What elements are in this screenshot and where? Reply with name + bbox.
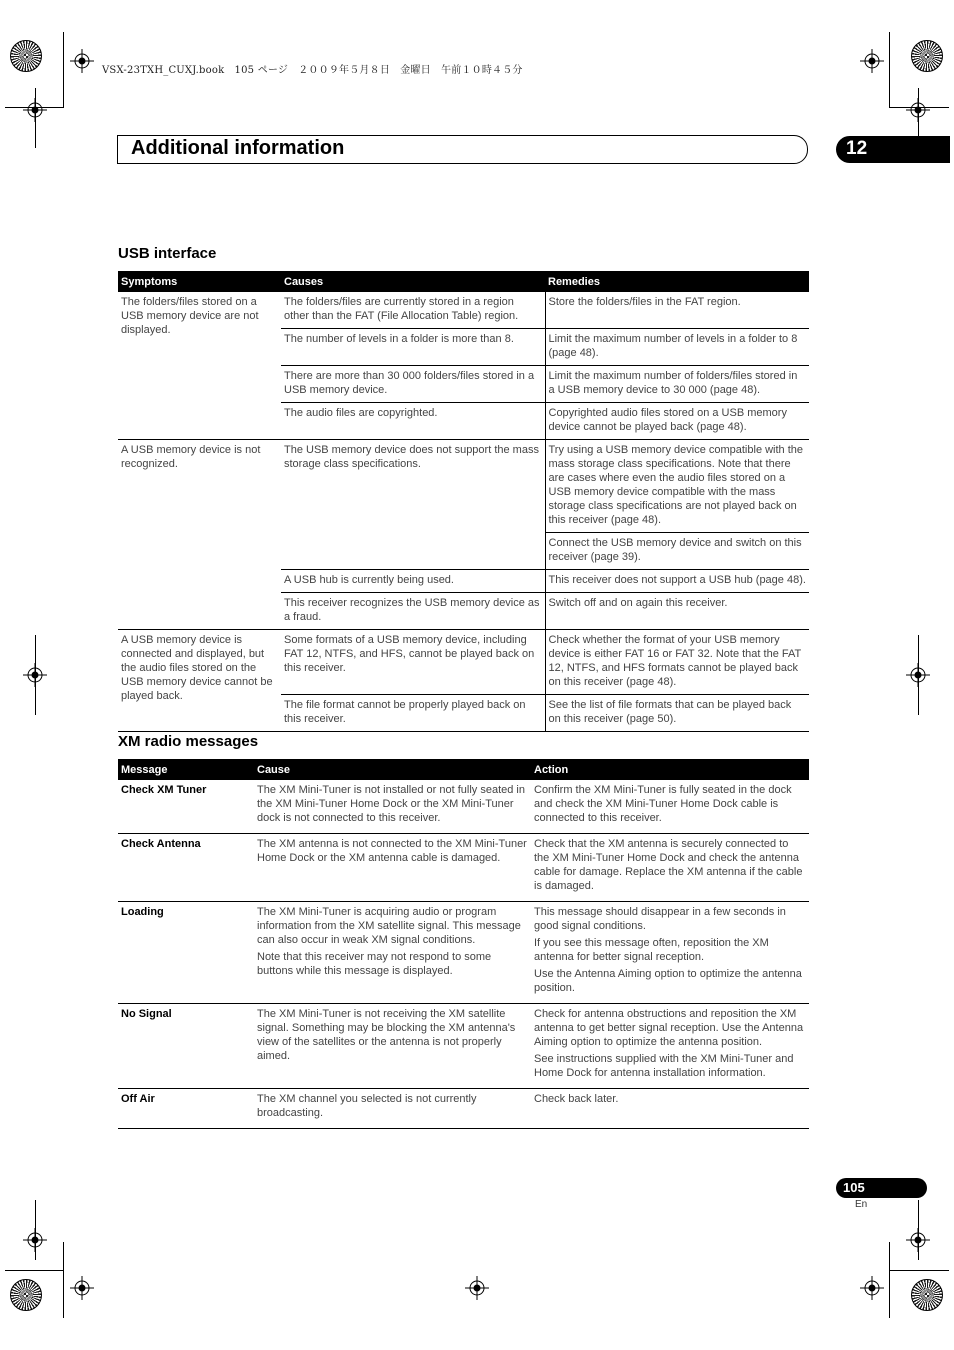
action-text: See instructions supplied with the XM Mini-Tuner and Home Dock for antenna installation information. bbox=[534, 1053, 794, 1079]
cause-text: The XM Mini-Tuner is acquiring audio or program information from the XM satellite signal. This message can also occur in weak XM signal conditions. bbox=[257, 906, 521, 946]
symptom-cell: The folders/files stored on a USB memory device are not displayed. bbox=[118, 292, 281, 440]
cause-cell bbox=[254, 780, 531, 834]
column-header-remedies: Remedies bbox=[545, 271, 809, 292]
action-text: Check for antenna obstructions and reposition the XM antenna to get better signal reception. Use the Antenna Aiming option to optimize the antenna position. bbox=[534, 1008, 804, 1048]
cause-cell bbox=[254, 1089, 531, 1129]
remedy-cell: Copyrighted audio files stored on a USB memory device cannot be played back (page 48). bbox=[545, 403, 809, 440]
cause-cell: There are more than 30 000 folders/files stored in a USB memory device. bbox=[281, 366, 545, 403]
language-code: En bbox=[855, 1199, 868, 1210]
message-cell: No Signal bbox=[118, 1004, 254, 1089]
book-file-line: VSX-23TXH_CUXJ.book 105 ページ ２００９年５月８日 金曜日 午前１０時４５分 bbox=[102, 65, 523, 76]
action-text: Confirm the XM Mini-Tuner is fully seated in the dock and check the XM Mini-Tuner Home Dock cable is connected to this receiver. bbox=[534, 784, 792, 824]
symptom-cell: A USB memory device is not recognized. bbox=[118, 440, 281, 630]
remedy-cell: Connect the USB memory device and switch on this receiver (page 39). bbox=[545, 533, 809, 570]
remedy-cell: See the list of file formats that can be played back on this receiver (page 50). bbox=[545, 695, 809, 732]
remedy-cell: Try using a USB memory device compatible with the mass storage class specifications. Note that there are cases where even the audio files stored on a USB memory device compatible with the mass storage class specifications are not played back on this receiver (page 48). bbox=[545, 440, 809, 533]
table-row bbox=[118, 902, 809, 1004]
registration-rosette bbox=[911, 1279, 943, 1311]
table-row bbox=[118, 292, 809, 329]
page-title: Additional information bbox=[131, 137, 345, 159]
cause-text: The XM Mini-Tuner is not receiving the XM satellite signal. Something may be blocking the XM antenna's view of the satellites or the antenna is not properly aimed. bbox=[257, 1008, 516, 1062]
column-header-cause: Cause bbox=[254, 759, 531, 780]
remedy-cell: Store the folders/files in the FAT region. bbox=[545, 292, 809, 329]
action-cell bbox=[531, 834, 809, 902]
xm-section-title: XM radio messages bbox=[118, 733, 259, 750]
column-header-symptoms: Symptoms bbox=[118, 271, 281, 292]
cause-cell: A USB hub is currently being used. bbox=[281, 570, 545, 593]
remedy-cell: Limit the maximum number of levels in a folder to 8 (page 48). bbox=[545, 329, 809, 366]
table-header-row bbox=[118, 759, 809, 780]
message-cell: Loading bbox=[118, 902, 254, 1004]
registration-target-icon bbox=[906, 663, 930, 687]
action-cell bbox=[531, 1089, 809, 1129]
registration-target-icon bbox=[23, 663, 47, 687]
table-row bbox=[118, 1089, 809, 1129]
column-header-causes: Causes bbox=[281, 271, 545, 292]
cause-cell: The USB memory device does not support the mass storage class specifications. bbox=[281, 440, 545, 570]
remedy-cell: Check whether the format of your USB memory device is either FAT 16 or FAT 32. Note that the FAT 12, NTFS, and HFS formats cannot be played back on this receiver (page 48). bbox=[545, 630, 809, 695]
message-cell: Check XM Tuner bbox=[118, 780, 254, 834]
registration-rosette bbox=[911, 40, 943, 72]
cause-cell bbox=[254, 834, 531, 902]
cause-cell: The number of levels in a folder is more than 8. bbox=[281, 329, 545, 366]
remedy-cell: Limit the maximum number of folders/files stored in a USB memory device to 30 000 (page 48). bbox=[545, 366, 809, 403]
page-number: 105 bbox=[843, 1180, 865, 1195]
action-text: Use the Antenna Aiming option to optimize the antenna position. bbox=[534, 968, 802, 994]
cause-text: The XM antenna is not connected to the XM Mini-Tuner Home Dock or the XM antenna cable is damaged. bbox=[257, 838, 527, 864]
registration-rosette bbox=[10, 1279, 42, 1311]
action-cell bbox=[531, 780, 809, 834]
cause-cell: Some formats of a USB memory device, including FAT 12, NTFS, and HFS, cannot be played back on this receiver. bbox=[281, 630, 545, 695]
registration-target-icon bbox=[906, 1228, 930, 1252]
cause-cell: The audio files are copyrighted. bbox=[281, 403, 545, 440]
action-cell bbox=[531, 902, 809, 1004]
message-cell: Check Antenna bbox=[118, 834, 254, 902]
message-cell: Off Air bbox=[118, 1089, 254, 1129]
usb-section-title: USB interface bbox=[118, 245, 217, 262]
column-header-message: Message bbox=[118, 759, 254, 780]
cause-cell: This receiver recognizes the USB memory device as a fraud. bbox=[281, 593, 545, 630]
registration-target-icon bbox=[70, 49, 94, 73]
table-row bbox=[118, 780, 809, 834]
usb-troubleshooting-table bbox=[118, 271, 809, 732]
table-header-row bbox=[118, 271, 809, 292]
remedy-cell: Switch off and on again this receiver. bbox=[545, 593, 809, 630]
cause-text: The XM channel you selected is not currently broadcasting. bbox=[257, 1093, 477, 1119]
remedy-cell: This receiver does not support a USB hub (page 48). bbox=[545, 570, 809, 593]
registration-target-icon bbox=[465, 1276, 489, 1300]
cause-text: Note that this receiver may not respond to some buttons while this message is displayed. bbox=[257, 951, 492, 977]
table-row bbox=[118, 630, 809, 695]
registration-rosette bbox=[10, 40, 42, 72]
cause-cell: The folders/files are currently stored in a region other than the FAT (File Allocation Table) region. bbox=[281, 292, 545, 329]
table-row bbox=[118, 834, 809, 902]
cause-cell bbox=[254, 1004, 531, 1089]
symptom-cell: A USB memory device is connected and displayed, but the audio files stored on the USB memory device cannot be played back. bbox=[118, 630, 281, 732]
column-header-action: Action bbox=[531, 759, 809, 780]
cause-cell: The file format cannot be properly played back on this receiver. bbox=[281, 695, 545, 732]
registration-target-icon bbox=[906, 98, 930, 122]
registration-target-icon bbox=[860, 49, 884, 73]
xm-messages-table bbox=[118, 759, 809, 1129]
action-text: Check that the XM antenna is securely connected to the XM Mini-Tuner Home Dock and check the antenna cable for damage. Replace the XM antenna if the cable is damaged. bbox=[534, 838, 803, 892]
action-text: Check back later. bbox=[534, 1093, 619, 1105]
registration-target-icon bbox=[70, 1276, 94, 1300]
action-text: If you see this message often, reposition the XM antenna for better signal reception. bbox=[534, 937, 769, 963]
action-cell bbox=[531, 1004, 809, 1089]
table-row bbox=[118, 440, 809, 533]
registration-target-icon bbox=[23, 98, 47, 122]
action-text: This message should disappear in a few seconds in good signal conditions. bbox=[534, 906, 786, 932]
cause-text: The XM Mini-Tuner is not installed or not fully seated in the XM Mini-Tuner Home Dock or the XM Mini-Tuner dock is not connected to this receiver. bbox=[257, 784, 525, 824]
cause-cell bbox=[254, 902, 531, 1004]
registration-target-icon bbox=[23, 1228, 47, 1252]
chapter-number: 12 bbox=[846, 138, 868, 159]
registration-target-icon bbox=[860, 1276, 884, 1300]
table-row bbox=[118, 1004, 809, 1089]
